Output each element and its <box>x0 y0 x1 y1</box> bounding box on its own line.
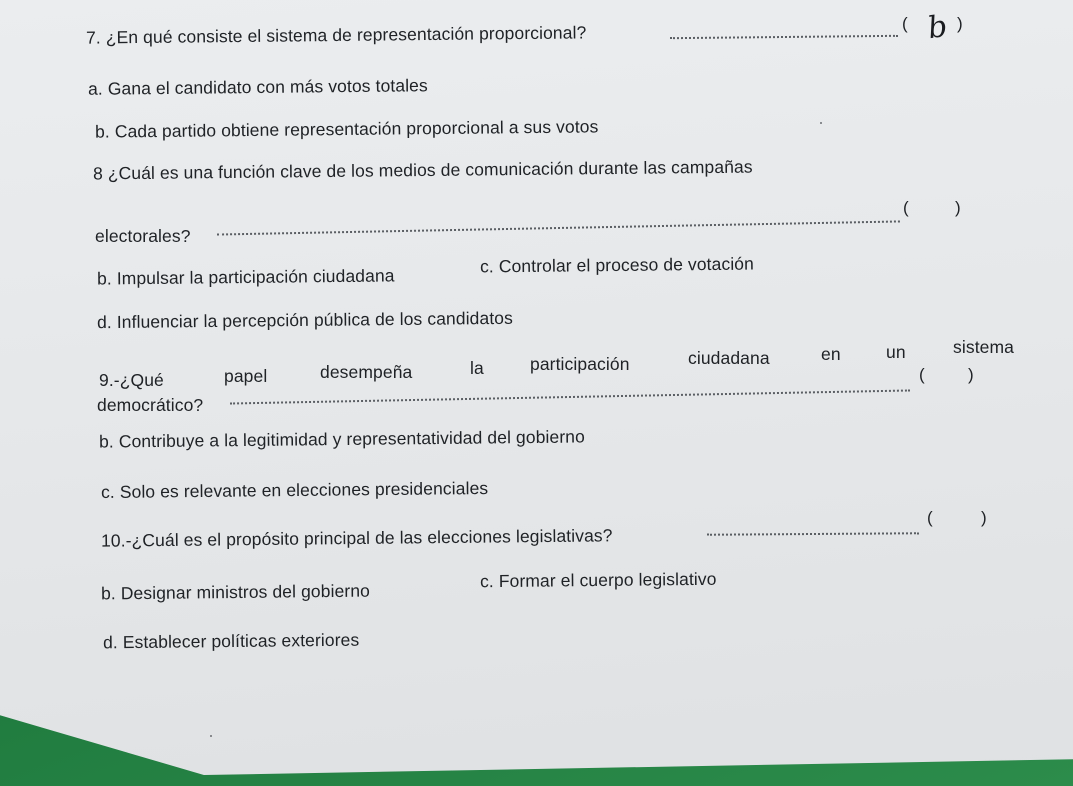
q9-option-c: c. Solo es relevante en elecciones presidenciales <box>100 477 489 503</box>
q8-answer-open-paren: ( <box>903 198 909 217</box>
q9-word-8: un <box>886 342 906 362</box>
q8-option-d: d. Influenciar la percepción pública de los candidatos <box>96 307 514 333</box>
q8-question-line1: 8 ¿Cuál es una función clave de los medios de comunicación durante las campañas <box>92 156 753 184</box>
q9-word-4: la <box>470 358 484 378</box>
q8-option-c: c. Controlar el proceso de votación <box>479 253 755 277</box>
q8-option-b: b. Impulsar la participación ciudadana <box>96 265 395 289</box>
q10-option-d: d. Establecer políticas exteriores <box>102 629 360 653</box>
q7-option-b: b. Cada partido obtiene representación proporcional a sus votos <box>94 116 599 142</box>
paper-speck <box>210 735 212 737</box>
q9-word-3: desempeña <box>320 362 413 382</box>
q10-question: 10.-¿Cuál es el propósito principal de las elecciones legislativas? <box>100 525 613 551</box>
q9-word-1: 9.-¿Qué <box>99 370 164 390</box>
q8-answer-close-paren: ) <box>955 198 961 217</box>
q9-word-7: en <box>821 344 841 364</box>
q9-word-5: participación <box>530 354 630 374</box>
q10-option-c: c. Formar el cuerpo legislativo <box>479 568 717 592</box>
paper-speck <box>820 122 822 124</box>
q9-word-2: papel <box>224 366 268 386</box>
q8-question-line2: electorales? <box>95 226 191 246</box>
q7-answer-open-paren: ( <box>902 14 908 33</box>
q10-option-b: b. Designar ministros del gobierno <box>100 580 371 604</box>
q7-answer-close-paren: ) <box>957 14 963 33</box>
q7-handwritten-answer: b <box>925 8 950 47</box>
q9-question-line2: democrático? <box>97 395 204 415</box>
q7-option-a: a. Gana el candidato con más votos totales <box>87 75 428 99</box>
q9-answer-close-paren: ) <box>968 365 974 384</box>
q9-word-9: sistema <box>953 337 1014 357</box>
q9-word-6: ciudadana <box>688 348 770 368</box>
q10-answer-close-paren: ) <box>981 508 987 527</box>
q9-answer-open-paren: ( <box>919 365 925 384</box>
q10-answer-open-paren: ( <box>927 508 933 527</box>
q7-question: 7. ¿En qué consiste el sistema de representación proporcional? <box>85 22 587 48</box>
q9-option-b: b. Contribuye a la legitimidad y representatividad del gobierno <box>98 426 585 452</box>
